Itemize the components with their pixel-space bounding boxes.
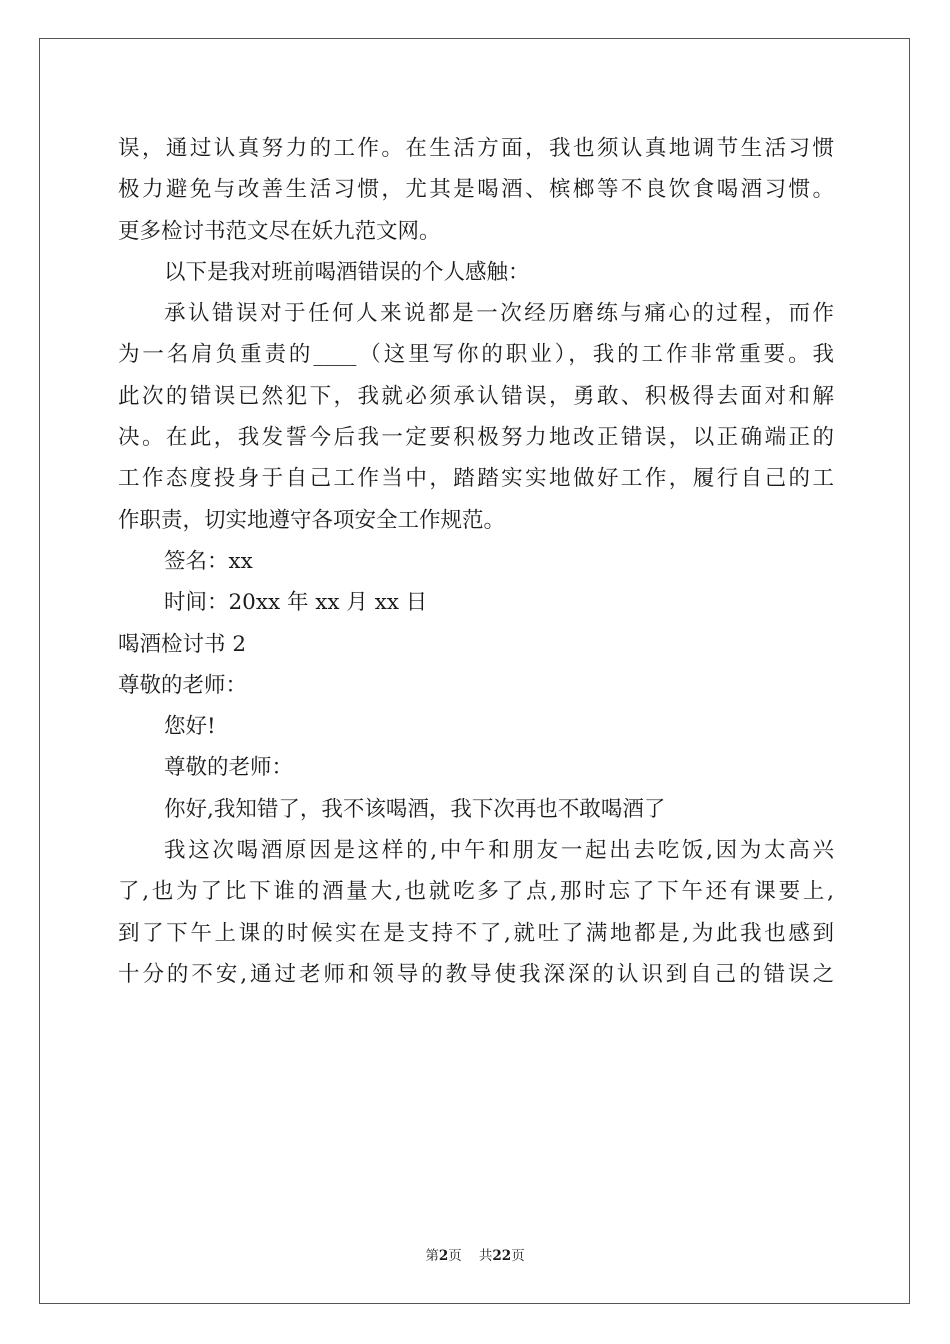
- footer-total-suffix: 页: [511, 1248, 525, 1264]
- text-line-2: 极力避免与改善生活习惯，尤其是喝酒、槟榔等不良饮食喝酒习惯。: [118, 177, 834, 203]
- text-line-18: 我这次喝酒原因是这样的,中午和朋友一起出去吃饭,因为太高兴: [164, 838, 834, 864]
- text-line-10: 作职责，切实地遵守各项安全工作规范。: [118, 507, 506, 533]
- section-title: 喝酒检讨书 2: [118, 631, 247, 657]
- salutation: 尊敬的老师：: [118, 672, 248, 698]
- footer-page-suffix: 页: [448, 1248, 462, 1264]
- text-line-3: 更多检讨书范文尽在妖九范文网。: [118, 218, 441, 244]
- text-line-6: 为一名肩负重责的____（这里写你的职业），我的工作非常重要。我: [118, 342, 834, 368]
- text-line-9: 工作态度投身于自己工作当中，踏踏实实地做好工作，履行自己的工: [118, 466, 834, 492]
- salutation-repeat: 尊敬的老师：: [164, 755, 294, 781]
- text-line-5: 承认错误对于任何人来说都是一次经历磨练与痛心的过程，而作: [164, 301, 834, 327]
- text-line-1: 误，通过认真努力的工作。在生活方面，我也须认真地调节生活习惯: [118, 136, 834, 161]
- footer-page-number: 2: [438, 1248, 449, 1264]
- text-line-7: 此次的错误已然犯下，我就必须承认错误，勇敢、积极得去面对和解: [118, 383, 834, 409]
- text-line-19: 了,也为了比下谁的酒量大,也就吃多了点,那时忘了下午还有课要上,: [118, 879, 834, 905]
- document-body: [118, 128, 834, 995]
- signature-line: 签名：xx: [164, 548, 253, 574]
- text-line-8: 决。在此，我发誓今后我一定要积极努力地改正错误，以正确端正的: [118, 425, 834, 451]
- footer-total-pages: 22: [492, 1248, 512, 1264]
- greeting: 您好!: [164, 714, 216, 740]
- text-line-20: 到了下午上课的时候实在是支持不了,就吐了满地都是,为此我也感到: [118, 920, 834, 946]
- footer-total-prefix: 共: [478, 1248, 493, 1264]
- footer-page-prefix: 第: [425, 1248, 439, 1264]
- page-footer: [0, 1246, 950, 1266]
- text-line-21: 十分的不安,通过老师和领导的教导使我深深的认识到自己的错误之: [118, 961, 834, 987]
- date-line: 时间：20xx 年 xx 月 xx 日: [164, 590, 428, 616]
- text-line-17: 你好,我知错了，我不该喝酒，我下次再也不敢喝酒了: [164, 796, 666, 822]
- text-line-4: 以下是我对班前喝酒错误的个人感触：: [164, 259, 530, 285]
